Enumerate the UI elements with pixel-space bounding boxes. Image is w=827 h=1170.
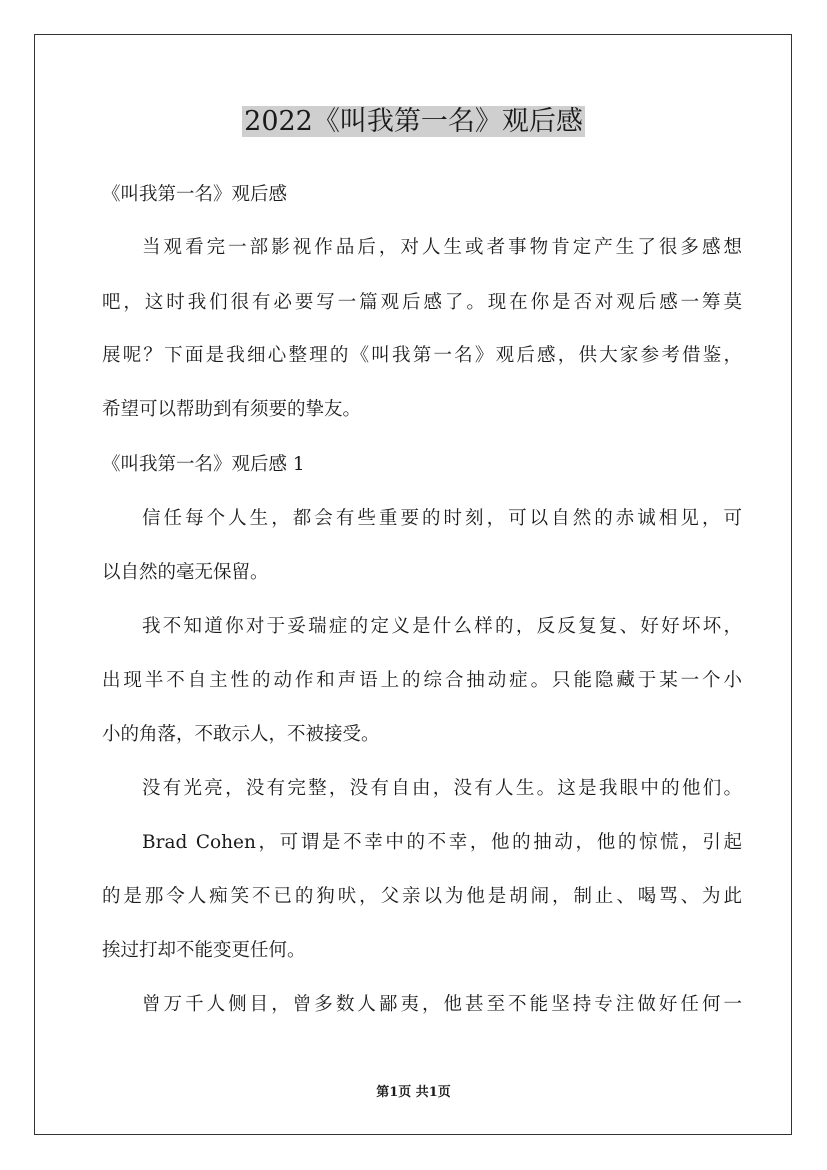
paragraph-line: 以自然的毫无保留。: [102, 562, 269, 583]
paragraph-line: 的是那令人痴笑不已的狗吠，父亲以为他是胡闹，制止、喝骂、为此: [102, 886, 742, 907]
section-heading: 《叫我第一名》观后感: [102, 184, 288, 205]
paragraph-line: Brad Cohen，可谓是不幸中的不幸，他的抽动，他的惊慌，引起: [142, 832, 742, 853]
paragraph-line: 曾万千人侧目，曾多数人鄙夷，他甚至不能坚持专注做好任何一: [142, 994, 742, 1015]
section-heading: 《叫我第一名》观后感 1: [102, 454, 305, 475]
document-title-text: 2022《叫我第一名》观后感: [244, 106, 583, 137]
paragraph-line: 我不知道你对于妥瑞症的定义是什么样的，反反复复、好好坏坏，: [142, 616, 742, 637]
document-title: [0, 100, 827, 144]
paragraph-line: 吧，这时我们很有必要写一篇观后感了。现在你是否对观后感一筹莫: [102, 292, 742, 313]
paragraph-line: 信任每个人生，都会有些重要的时刻，可以自然的赤诚相见，可: [142, 508, 742, 529]
paragraph-line: 当观看完一部影视作品后，对人生或者事物肯定产生了很多感想: [142, 237, 742, 258]
paragraph-line: 展呢？下面是我细心整理的《叫我第一名》观后感，供大家参考借鉴，: [102, 345, 742, 366]
paragraph-line: 挨过打却不能变更任何。: [102, 940, 306, 961]
paragraph-line: 没有光亮，没有完整，没有自由，没有人生。这是我眼中的他们。: [142, 778, 742, 799]
page-footer: 第1页 共1页: [376, 1085, 451, 1100]
paragraph-line: 出现半不自主性的动作和声语上的综合抽动症。只能隐藏于某一个小: [102, 670, 742, 691]
paragraph-line: 希望可以帮助到有须要的挚友。: [102, 399, 362, 420]
paragraph-line: 小的角落，不敢示人，不被接受。: [102, 724, 380, 745]
